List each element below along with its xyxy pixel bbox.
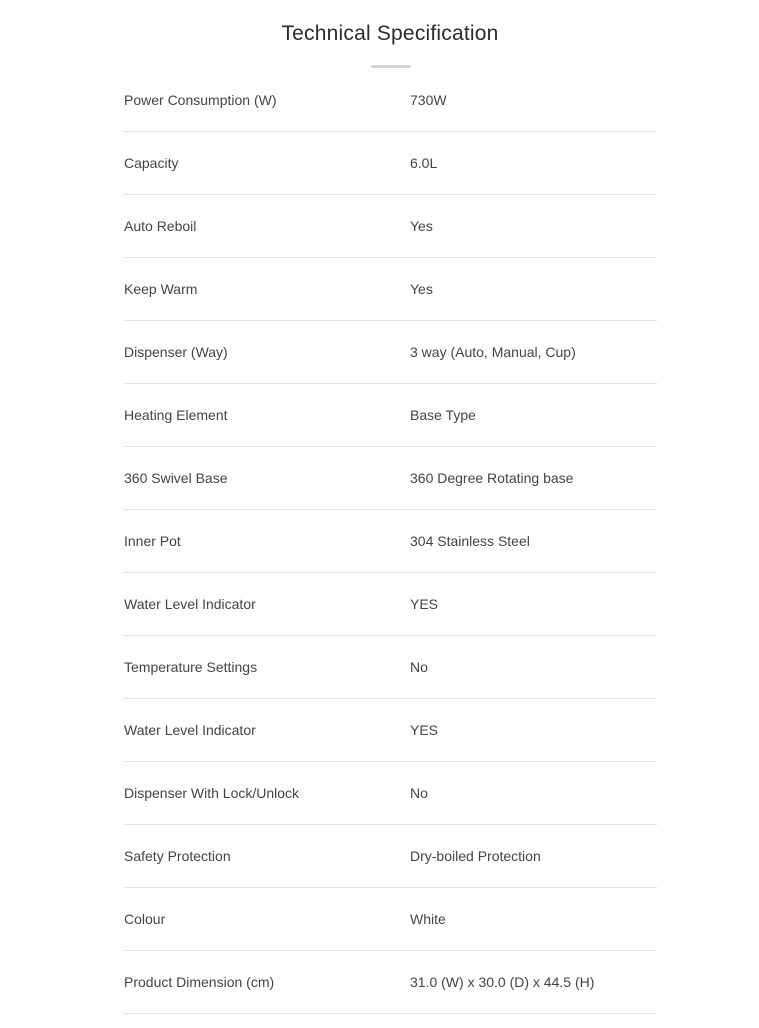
spec-label: Dispenser (Way) (124, 344, 228, 360)
spec-label: 360 Swivel Base (124, 470, 228, 486)
spec-value: No (410, 659, 428, 675)
spec-value: 31.0 (W) x 30.0 (D) x 44.5 (H) (410, 974, 595, 990)
spec-label: Power Consumption (W) (124, 92, 277, 108)
spec-label: Colour (124, 911, 166, 927)
spec-row-colour (124, 888, 657, 951)
spec-row-product-dimension (124, 951, 657, 1014)
spec-label: Water Level Indicator (124, 722, 256, 738)
spec-label: Heating Element (124, 407, 228, 423)
spec-row-capacity (124, 132, 657, 195)
spec-label: Auto Reboil (124, 218, 197, 234)
spec-label: Inner Pot (124, 533, 181, 549)
spec-value: Yes (410, 218, 433, 234)
spec-value: Base Type (410, 407, 476, 423)
spec-value: No (410, 785, 428, 801)
spec-value: 6.0L (410, 155, 438, 171)
spec-row-inner-pot (124, 510, 657, 573)
spec-row-swivel-base (124, 447, 657, 510)
spec-label: Temperature Settings (124, 659, 258, 675)
spec-value: 360 Degree Rotating base (410, 470, 574, 486)
spec-row-dispenser-lock (124, 762, 657, 825)
spec-label: Product Dimension (cm) (124, 974, 275, 990)
spec-value: YES (410, 722, 439, 738)
spec-label: Safety Protection (124, 848, 231, 864)
spec-value: 3 way (Auto, Manual, Cup) (410, 344, 576, 360)
spec-row-temperature-settings (124, 636, 657, 699)
spec-row-auto-reboil (124, 195, 657, 258)
spec-row-dispenser-way (124, 321, 657, 384)
spec-value: YES (410, 596, 439, 612)
spec-row-keep-warm (124, 258, 657, 321)
spec-label: Water Level Indicator (124, 596, 256, 612)
spec-label: Capacity (124, 155, 179, 171)
spec-row-water-level-indicator (124, 573, 657, 636)
spec-value: Yes (410, 281, 433, 297)
spec-row-water-level-indicator-2 (124, 699, 657, 762)
spec-table (124, 69, 657, 1014)
spec-value: 730W (410, 92, 447, 108)
spec-value: 304 Stainless Steel (410, 533, 530, 549)
spec-row-power-consumption (124, 69, 657, 132)
section-title: Technical Specification (281, 22, 499, 45)
spec-value: Dry-boiled Protection (410, 848, 541, 864)
spec-label: Dispenser With Lock/Unlock (124, 785, 300, 801)
title-underline-divider (371, 65, 411, 68)
spec-value: White (410, 911, 446, 927)
spec-row-safety-protection (124, 825, 657, 888)
spec-row-heating-element (124, 384, 657, 447)
spec-label: Keep Warm (124, 281, 198, 297)
